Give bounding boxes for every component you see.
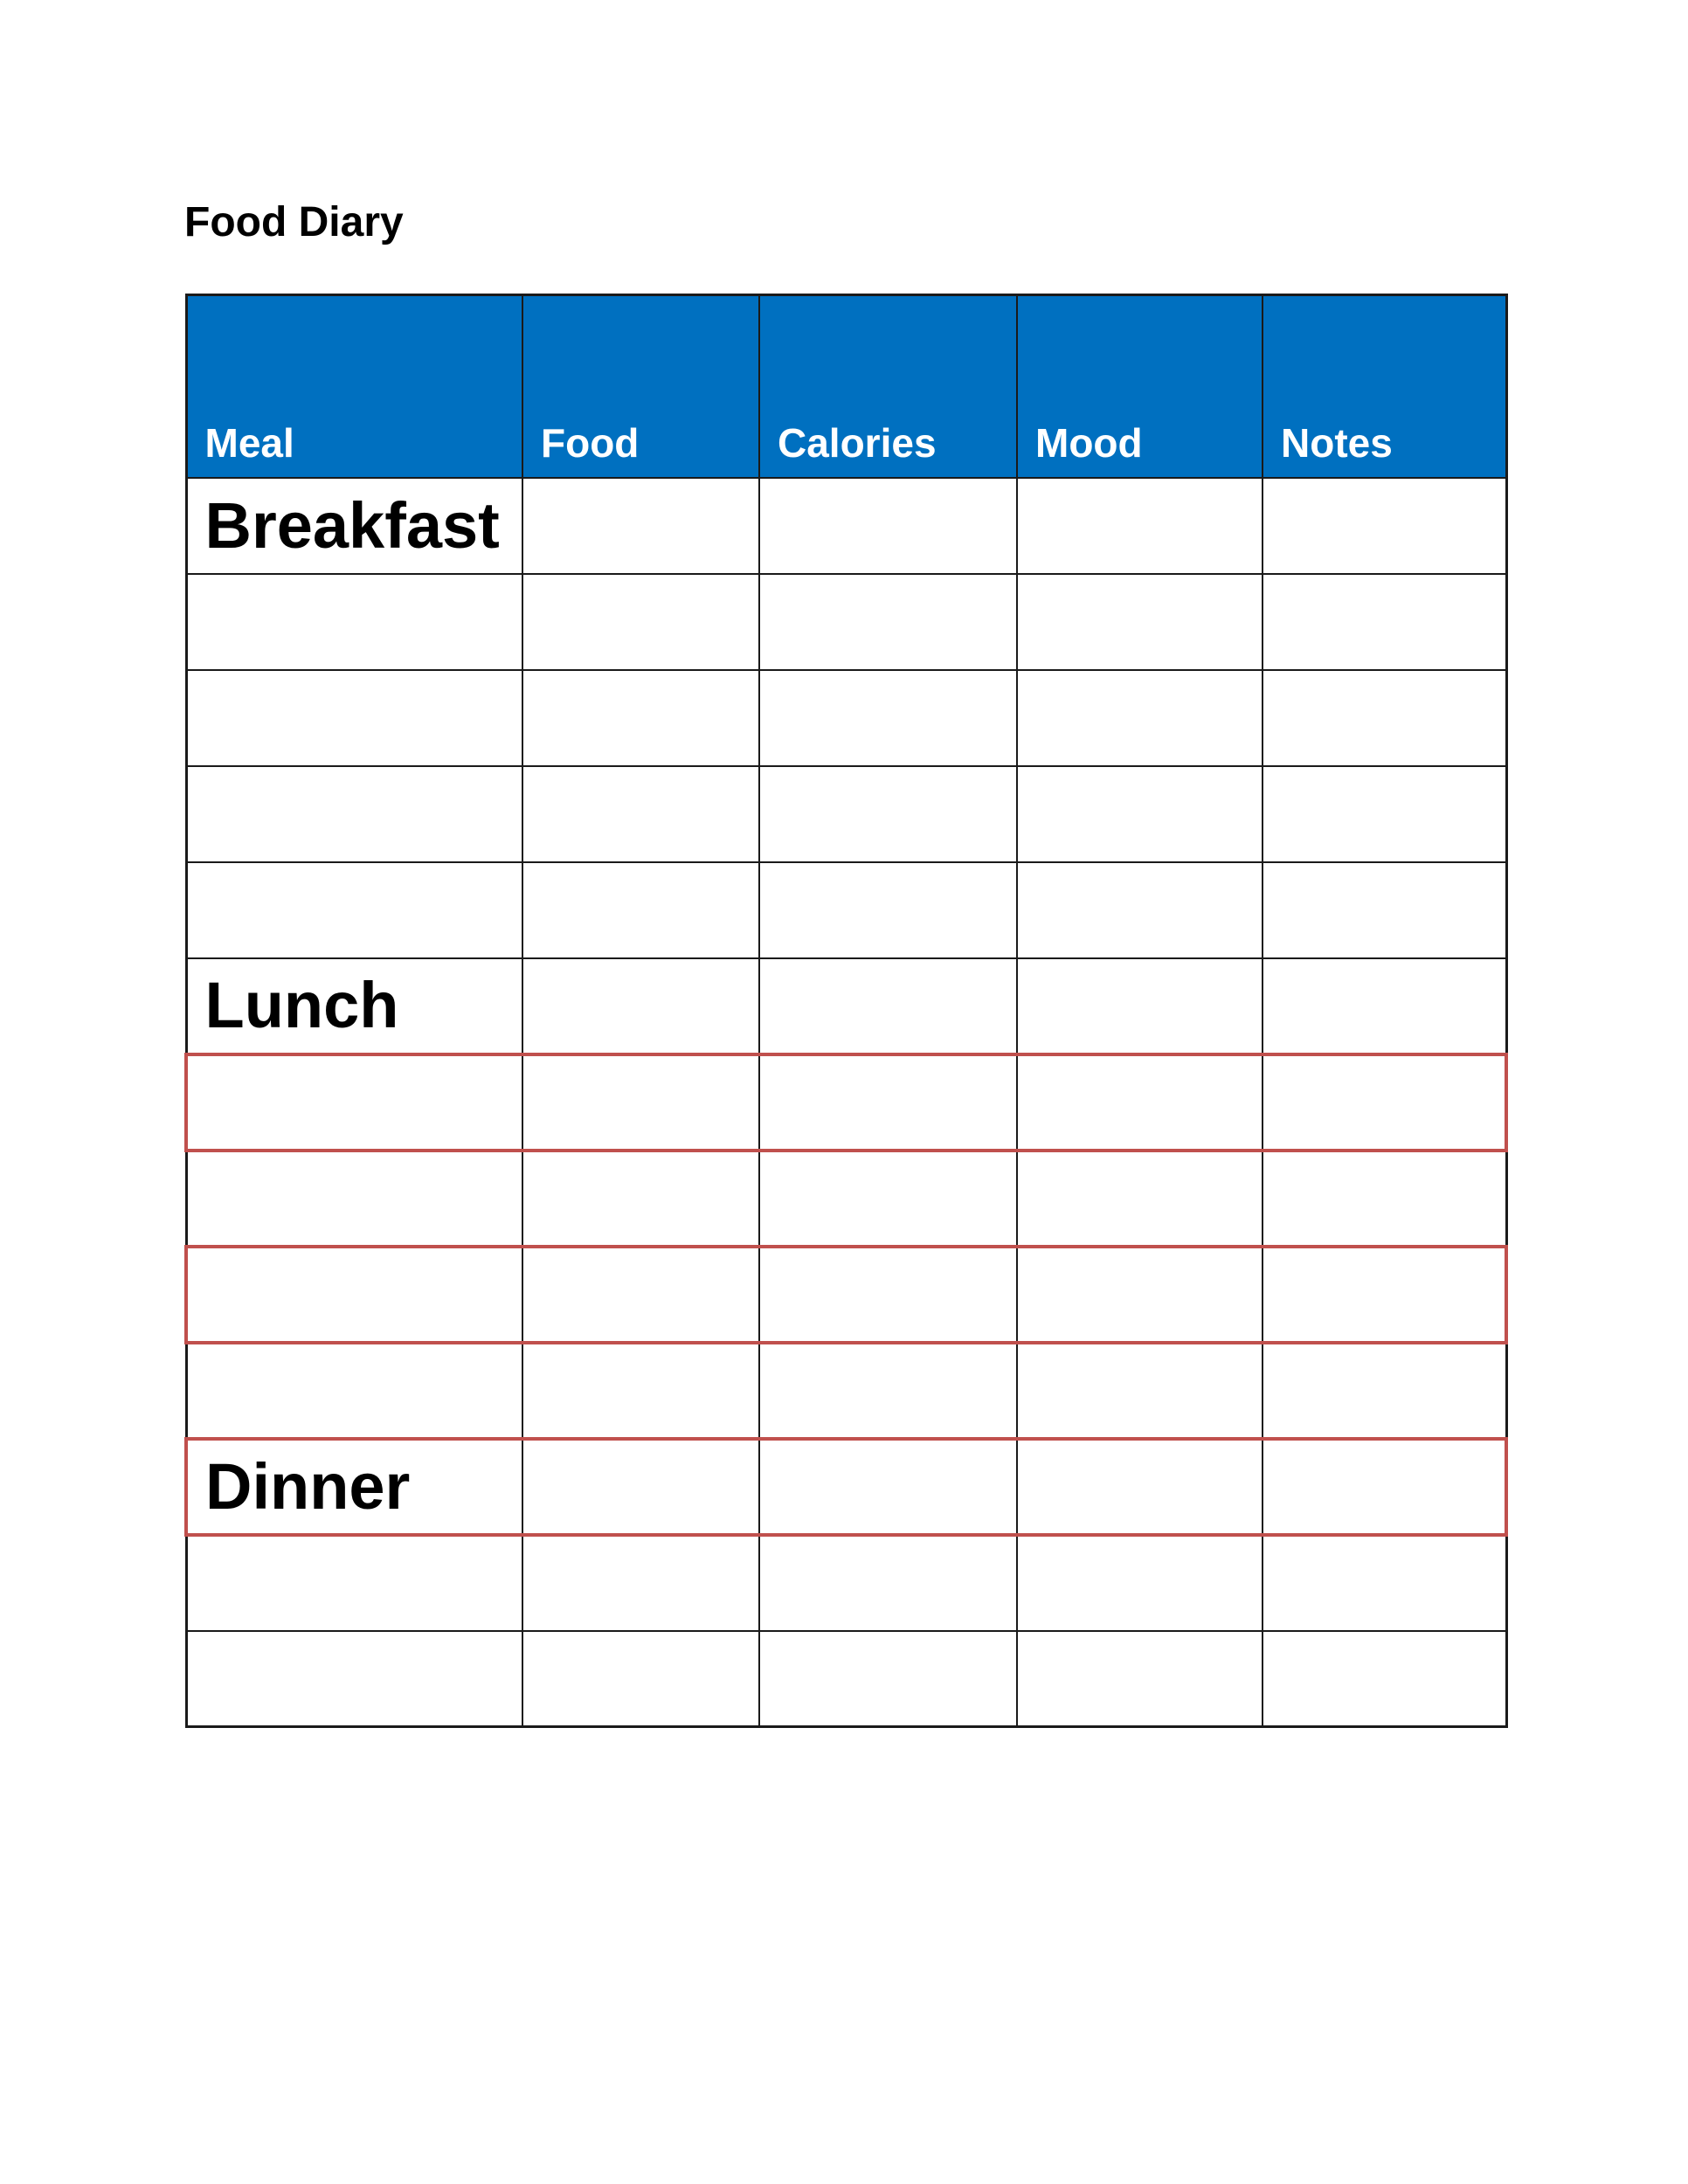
mood-cell[interactable] [1017,1343,1263,1439]
mood-cell[interactable] [1017,1247,1263,1343]
entry-row [186,1054,1506,1151]
meal-cell[interactable] [186,1054,522,1151]
notes-cell[interactable] [1263,478,1506,574]
meal-cell[interactable]: Dinner [186,1439,522,1535]
mood-cell[interactable] [1017,958,1263,1054]
notes-cell[interactable] [1263,1247,1506,1343]
notes-cell[interactable] [1263,670,1506,766]
column-header-meal: Meal [186,295,522,478]
meal-cell[interactable] [186,1247,522,1343]
food-cell[interactable] [522,1439,759,1535]
mood-cell[interactable] [1017,478,1263,574]
section-row-breakfast [186,478,1506,574]
calories-cell[interactable] [759,670,1017,766]
mood-cell[interactable] [1017,862,1263,958]
calories-cell[interactable] [759,862,1017,958]
calories-cell[interactable] [759,1054,1017,1151]
notes-cell[interactable] [1263,958,1506,1054]
food-cell[interactable] [522,1151,759,1247]
food-cell[interactable] [522,1535,759,1631]
food-cell[interactable] [522,766,759,862]
food-diary-table [184,294,1508,1728]
food-cell[interactable] [522,670,759,766]
meal-cell[interactable]: Breakfast [186,478,522,574]
notes-cell[interactable] [1263,1439,1506,1535]
section-row-lunch [186,958,1506,1054]
meal-cell[interactable] [186,1151,522,1247]
food-cell[interactable] [522,1247,759,1343]
meal-cell[interactable]: Lunch [186,958,522,1054]
meal-cell[interactable] [186,1343,522,1439]
calories-cell[interactable] [759,1151,1017,1247]
column-header-notes: Notes [1263,295,1506,478]
calories-cell[interactable] [759,478,1017,574]
table-body [186,478,1506,1727]
food-cell[interactable] [522,1054,759,1151]
calories-cell[interactable] [759,1247,1017,1343]
mood-cell[interactable] [1017,1054,1263,1151]
calories-cell[interactable] [759,1343,1017,1439]
food-cell[interactable] [522,478,759,574]
food-cell[interactable] [522,958,759,1054]
notes-cell[interactable] [1263,1151,1506,1247]
calories-cell[interactable] [759,1631,1017,1727]
notes-cell[interactable] [1263,1343,1506,1439]
entry-row [186,1247,1506,1343]
calories-cell[interactable] [759,1535,1017,1631]
meal-cell[interactable] [186,670,522,766]
column-header-calories: Calories [759,295,1017,478]
meal-cell[interactable] [186,766,522,862]
mood-cell[interactable] [1017,574,1263,670]
food-cell[interactable] [522,574,759,670]
calories-cell[interactable] [759,1439,1017,1535]
header-row [186,295,1506,478]
meal-cell[interactable] [186,574,522,670]
notes-cell[interactable] [1263,1535,1506,1631]
entry-row [186,1631,1506,1727]
entry-row [186,1151,1506,1247]
mood-cell[interactable] [1017,766,1263,862]
food-cell[interactable] [522,1631,759,1727]
notes-cell[interactable] [1263,574,1506,670]
section-row-dinner [186,1439,1506,1535]
notes-cell[interactable] [1263,1054,1506,1151]
entry-row [186,670,1506,766]
calories-cell[interactable] [759,958,1017,1054]
calories-cell[interactable] [759,574,1017,670]
meal-cell[interactable] [186,1535,522,1631]
meal-cell[interactable] [186,1631,522,1727]
entry-row [186,862,1506,958]
calories-cell[interactable] [759,766,1017,862]
mood-cell[interactable] [1017,1631,1263,1727]
notes-cell[interactable] [1263,862,1506,958]
entry-row [186,1343,1506,1439]
meal-cell[interactable] [186,862,522,958]
column-header-mood: Mood [1017,295,1263,478]
mood-cell[interactable] [1017,1151,1263,1247]
entry-row [186,766,1506,862]
mood-cell[interactable] [1017,670,1263,766]
notes-cell[interactable] [1263,1631,1506,1727]
entry-row [186,1535,1506,1631]
notes-cell[interactable] [1263,766,1506,862]
page-title: Food Diary [184,199,404,245]
mood-cell[interactable] [1017,1535,1263,1631]
mood-cell[interactable] [1017,1439,1263,1535]
column-header-food: Food [522,295,759,478]
entry-row [186,574,1506,670]
food-cell[interactable] [522,862,759,958]
food-cell[interactable] [522,1343,759,1439]
